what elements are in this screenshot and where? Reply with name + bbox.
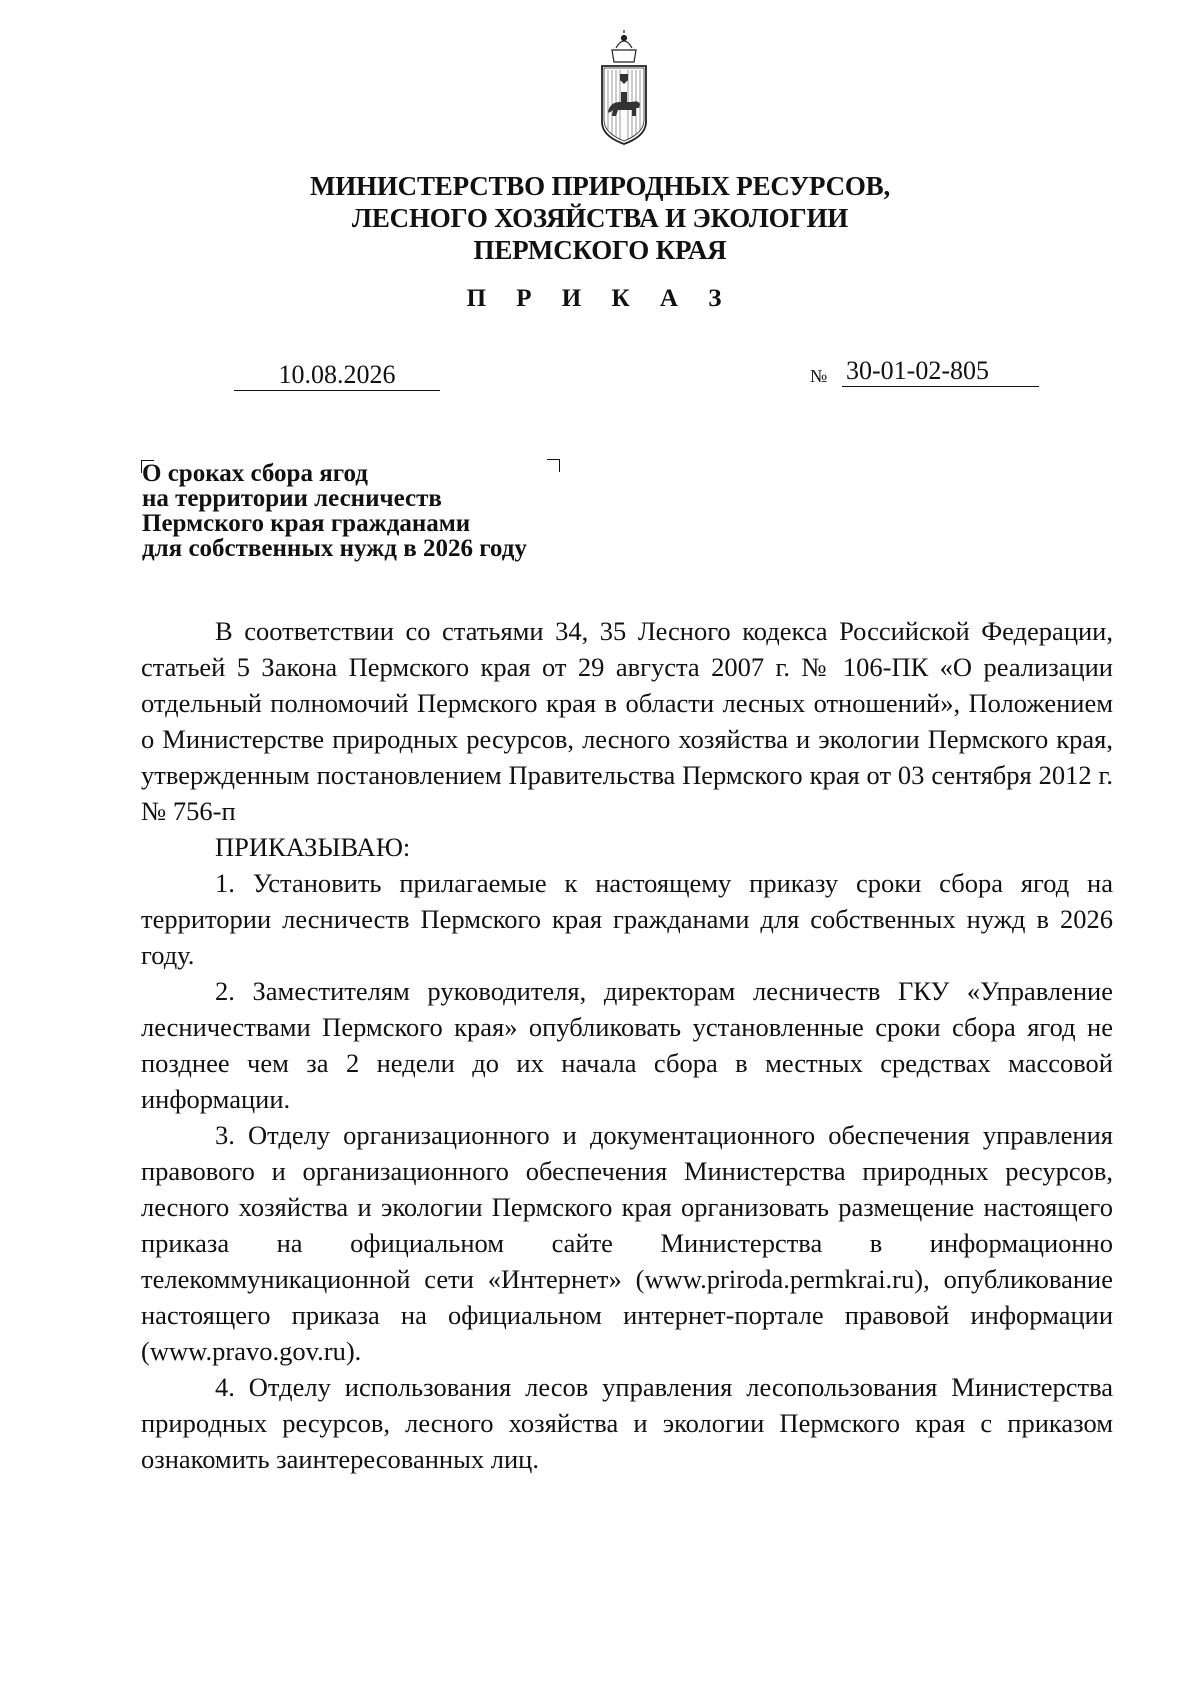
order-body (141, 613, 1113, 1477)
subject-line-3: Пермского края гражданами (142, 510, 471, 537)
number-sign: № (810, 366, 828, 386)
subject-line-1: О сроках сбора ягод (142, 460, 368, 487)
subject-line-4: для собственных нужд в 2026 году (142, 535, 527, 562)
order-number: 30-01-02-805 (842, 356, 1039, 387)
order-item-3: 3. Отделу организационного и документационного обеспечения управления правового и организационного обеспечения Министерства природных ресурсов, лесного хозяйства и экологии Пермского края организовать размещение настоящего приказа на официальном сайте Министерства в информационно телекоммуникационной сети «Интернет» (www.priroda.permkrai.ru), опубликование настоящего приказа на официальном интернет-портале правовой информации (www.pravo.gov.ru). (141, 1120, 1113, 1366)
perm-krai-coat-of-arms-icon (594, 30, 654, 148)
order-item-2: 2. Заместителям руководителя, директорам лесничеств ГКУ «Управление лесничествами Пермского края» опубликовать установленные сроки сбора ягод не позднее чем за 2 недели до их начала сбора в местных средствах массовой информации. (141, 976, 1113, 1114)
ministry-name (200, 170, 1000, 266)
ministry-name-line-2: ЛЕСНОГО ХОЗЯЙСТВА И ЭКОЛОГИИ (351, 203, 849, 233)
subject-line-2: на территории лесничеств (142, 485, 442, 512)
order-date: 10.08.2026 (234, 360, 440, 391)
ministry-name-line-1: МИНИСТЕРСТВО ПРИРОДНЫХ РЕСУРСОВ, (309, 171, 891, 201)
order-keyword: ПРИКАЗЫВАЮ: (215, 832, 411, 862)
order-subject (142, 461, 662, 561)
preamble-paragraph: В соответствии со статьями 34, 35 Лесного кодекса Российской Федерации, статьей 5 Закона Пермского края от 29 августа 2007 г. № 106-ПК «О реализации отдельный полномочий Пермского края в области лесных отношений», Положением о Министерстве природных ресурсов, лесного хозяйства и экологии Пермского края, утвержденным постановлением Правительства Пермского края от 03 сентября 2012 г. № 756-п (141, 616, 1113, 826)
document-type: П Р И К А З (466, 285, 734, 312)
ministry-name-line-3: ПЕРМСКОГО КРАЯ (473, 235, 727, 265)
order-item-1: 1. Установить прилагаемые к настоящему приказу сроки сбора ягод на территории лесничеств Пермского края гражданами для собственных нужд в 2026 году. (141, 868, 1113, 970)
order-item-4: 4. Отделу использования лесов управления лесопользования Министерства природных ресурсов, лесного хозяйства и экологии Пермского края с приказом ознакомить заинтересованных лиц. (141, 1372, 1113, 1474)
